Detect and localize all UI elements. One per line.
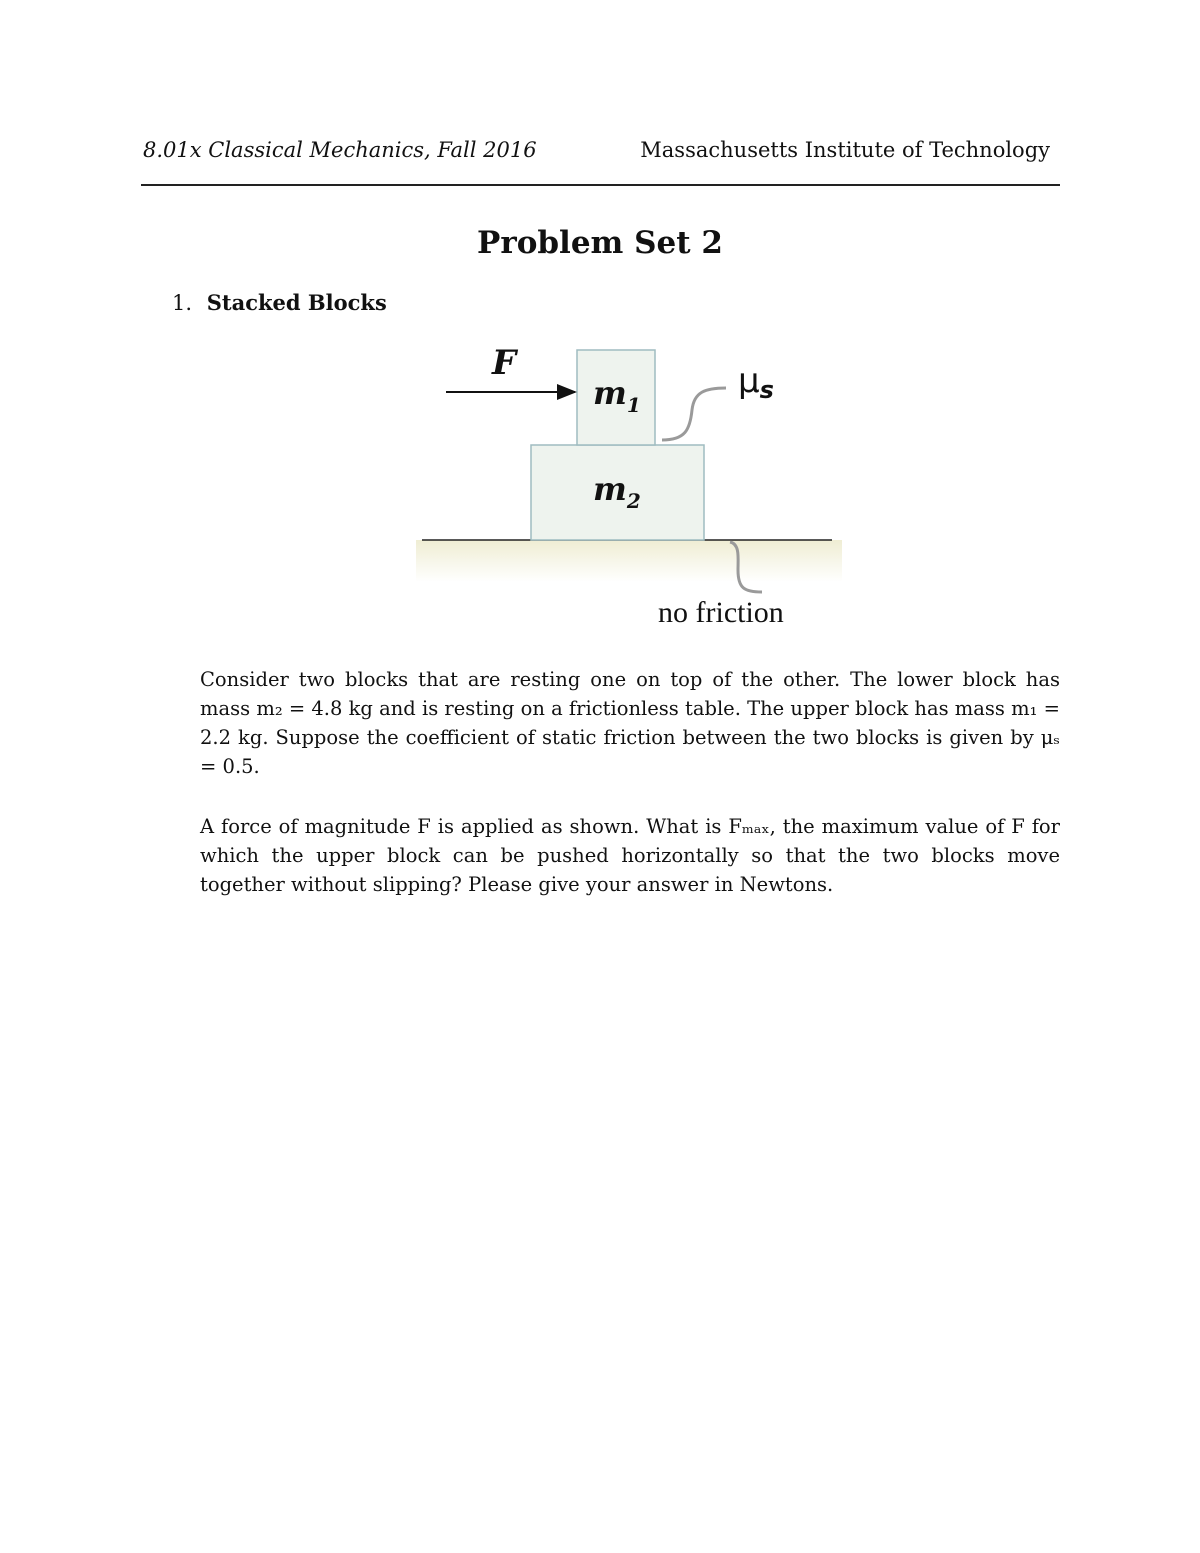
static-friction-label: μs [738,361,774,404]
problem-number: 1. [172,291,193,315]
page-title: Problem Set 2 [477,225,723,261]
header-rule [141,184,1060,186]
floor-shade [416,540,842,582]
problem-question: A force of magnitude F is applied as shown. What is Fₘₐₓ, the maximum value of F for which the upper block can be pushed horizontally so that the two blocks move together without slipping? Please give your answer in Newtons. [200,815,1060,896]
stacked-blocks-figure [400,330,860,640]
no-friction-label: no friction [658,596,784,629]
upper-block-label: $m_1$ [593,374,641,417]
lower-block-label: $m_2$ [593,470,641,513]
force-label: F [492,343,517,383]
institution-name: Massachusetts Institute of Technology [640,138,1050,162]
problem-description: Consider two blocks that are resting one on top of the other. The lower block has mass m₂ = 4.8 kg and is resting on a frictionless table. The upper block has mass m₁ = 2.2 kg. Suppose the coefficient of static friction between the two blocks is given by μₛ = 0.5. [200,668,1060,778]
course-title: 8.01x Classical Mechanics, Fall 2016 [143,138,537,162]
problem-heading [172,290,387,315]
problem-name: Stacked Blocks [206,290,387,315]
static-friction-leader [662,388,726,440]
